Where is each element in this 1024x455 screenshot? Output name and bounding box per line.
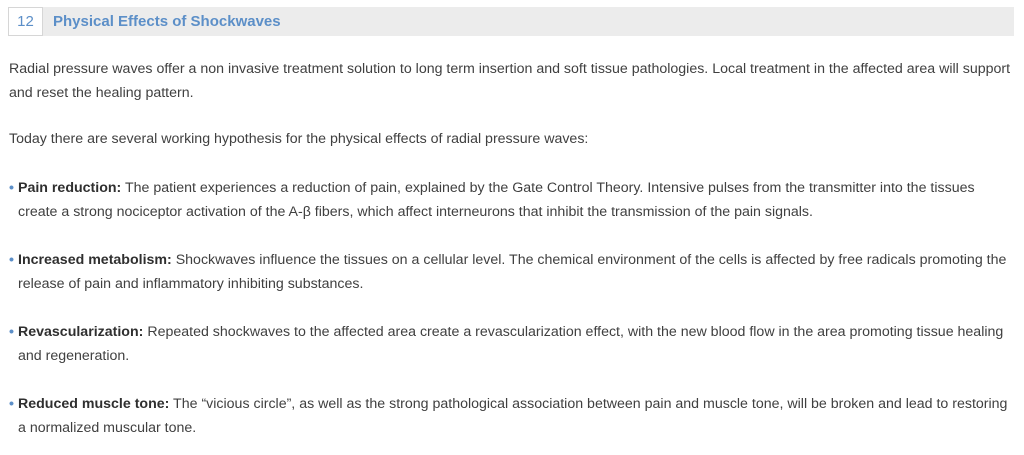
section-title: Physical Effects of Shockwaves <box>53 13 281 30</box>
effect-term: Reduced muscle tone: <box>18 396 170 412</box>
effect-increased-metabolism <box>9 248 1013 296</box>
effect-description: The patient experiences a reduction of pain, explained by the Gate Control Theory. Intensive pulses from the transmitter into the tissues create a strong nociceptor activation of the A-β fibers, which affect interneurons that inhibit the transmission of the pain signals. <box>18 180 975 220</box>
section-header <box>8 7 1014 36</box>
effect-pain-reduction <box>9 176 1013 224</box>
section-number: 12 <box>8 7 43 36</box>
effect-description: Shockwaves influence the tissues on a cellular level. The chemical environment of the cells is affected by free radicals promoting the release of pain and inflammatory inhibiting substances. <box>18 252 1007 292</box>
effect-term: Pain reduction: <box>18 180 122 196</box>
hypothesis-paragraph: Today there are several working hypothesis for the physical effects of radial pressure waves: <box>9 131 589 147</box>
effect-description: The “vicious circle”, as well as the strong pathological association between pain and muscle tone, will be broken and lead to restoring a normalized muscular tone. <box>18 396 1008 436</box>
effect-term: Revascularization: <box>18 324 144 340</box>
bullet-icon: • <box>9 180 14 196</box>
bullet-icon: • <box>9 324 14 340</box>
effect-term: Increased metabolism: <box>18 252 172 268</box>
bullet-icon: • <box>9 252 14 268</box>
effect-revascularization <box>9 320 1013 368</box>
effect-description: Repeated shockwaves to the affected area create a revascularization effect, with the new blood flow in the area promoting tissue healing and regeneration. <box>18 324 1004 364</box>
effect-reduced-muscle-tone <box>9 392 1013 440</box>
intro-paragraph: Radial pressure waves offer a non invasive treatment solution to long term insertion and soft tissue pathologies. Local treatment in the affected area will support and reset the healing pattern. <box>9 61 1011 101</box>
bullet-icon: • <box>9 396 14 412</box>
